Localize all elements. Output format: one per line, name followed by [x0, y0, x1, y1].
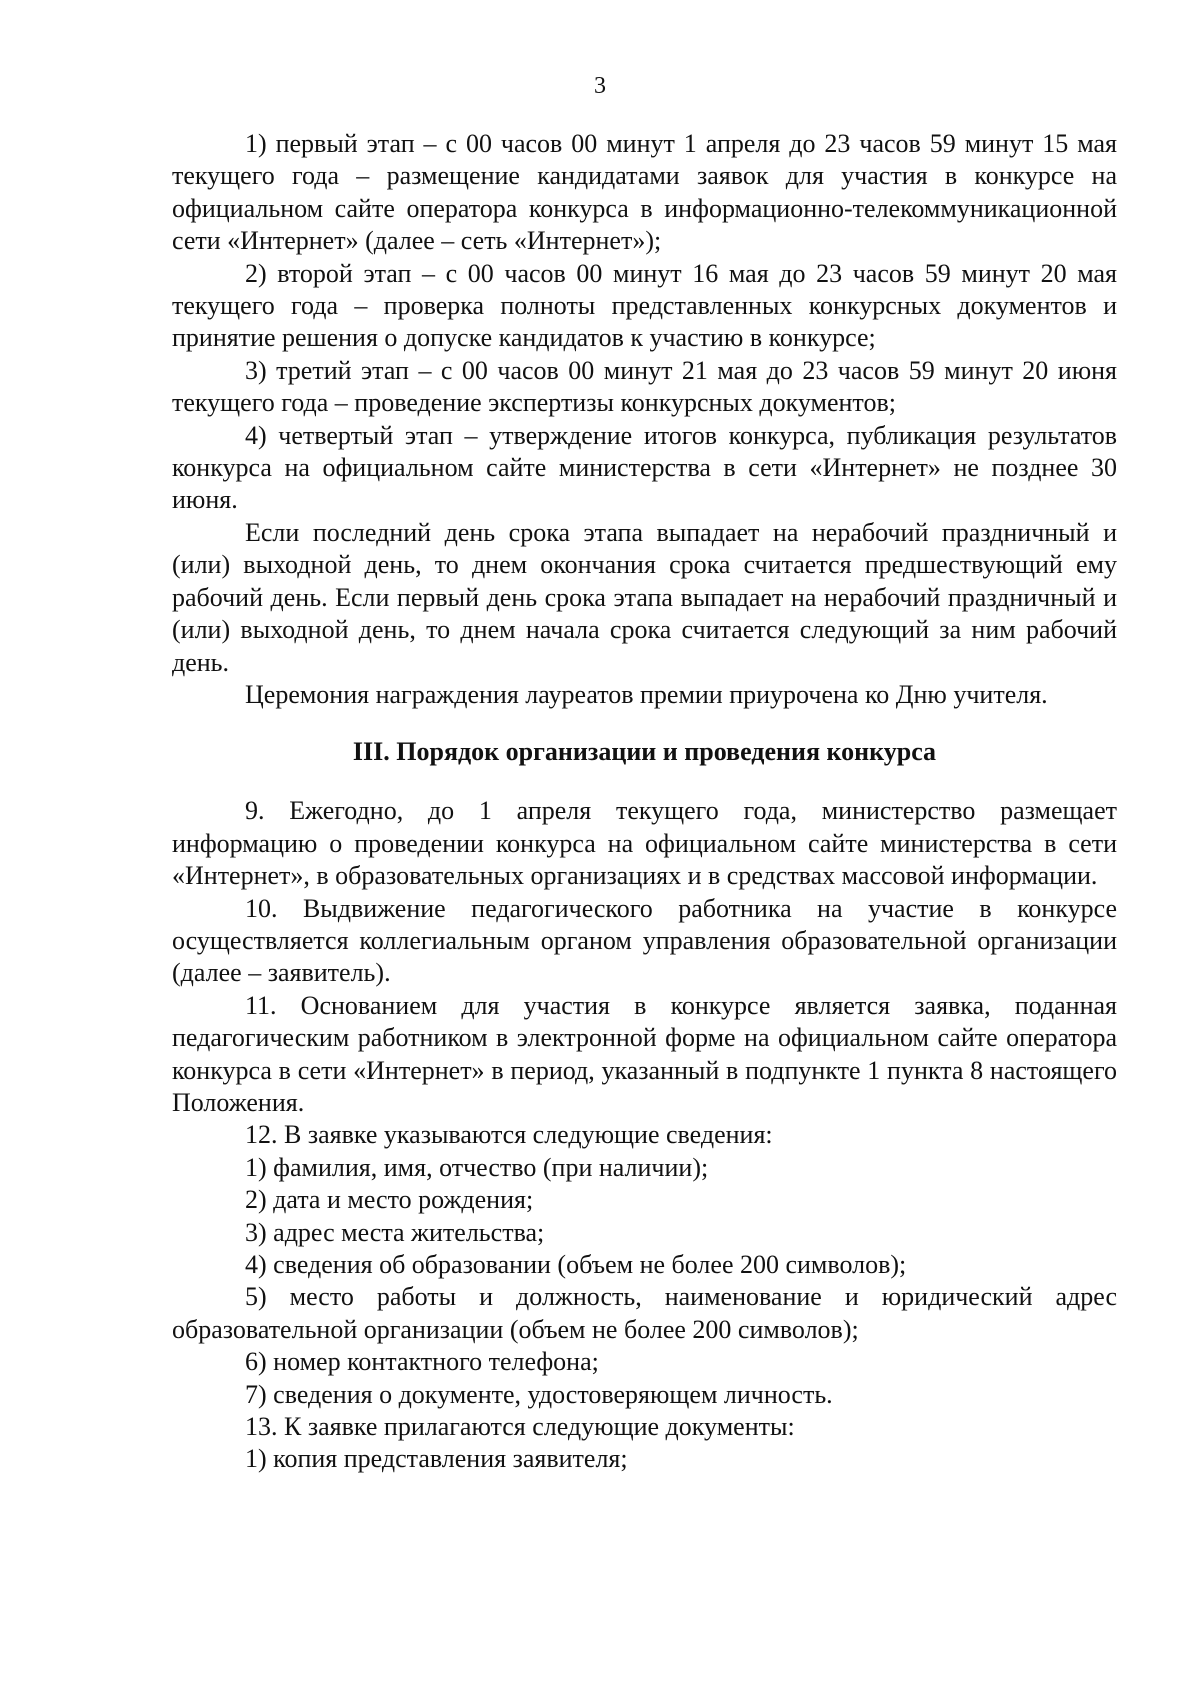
paragraph-stage-4: 4) четвертый этап – утверждение итогов конкурса, публикация результатов конкурса на официальном сайте министерства в сети «Интернет» не позднее 30 июня.	[172, 420, 1117, 515]
document-body	[172, 128, 1117, 1476]
paragraph-item-13: 13. К заявке прилагаются следующие документы:	[245, 1412, 795, 1442]
paragraph-stage-2: 2) второй этап – с 00 часов 00 минут 16 мая до 23 часов 59 минут 20 мая текущего года – проверка полноты представленных конкурсных документов и принятие решения о допуске кандидатов к участию в конкурсе;	[172, 258, 1117, 353]
paragraph-stage-1: 1) первый этап – с 00 часов 00 минут 1 апреля до 23 часов 59 минут 15 мая текущего года – размещение кандидатами заявок для участия в конкурсе на официальном сайте оператора конкурса в информационно-телекоммуникационной сети «Интернет» (далее – сеть «Интернет»);	[172, 129, 1117, 256]
list-item-workplace: 5) место работы и должность, наименование и юридический адрес образовательной организации (объем не более 200 символов);	[172, 1282, 1117, 1344]
list-item-identity: 7) сведения о документе, удостоверяющем личность.	[245, 1379, 833, 1409]
list-item-education: 4) сведения об образовании (объем не более 200 символов);	[245, 1250, 907, 1279]
paragraph-holiday-rule: Если последний день срока этапа выпадает на нерабочий праздничный и (или) выходной день, то днем окончания срока считается предшествующий ему рабочий день. Если первый день срока этапа выпадает на нерабочий праздничный и (или) выходной день, то днем начала срока считается следующий за ним рабочий день.	[172, 517, 1117, 677]
list-item-address: 3) адрес места жительства;	[245, 1217, 545, 1247]
paragraph-ceremony: Церемония награждения лауреатов премии приурочена ко Дню учителя.	[245, 679, 1048, 709]
page-number: 3	[594, 73, 606, 99]
paragraph-item-9: 9. Ежегодно, до 1 апреля текущего года, министерство размещает информацию о проведении конкурса на официальном сайте министерства в сети «Интернет», в образовательных организациях и в средствах массовой информации.	[172, 796, 1117, 891]
list-item-phone: 6) номер контактного телефона;	[245, 1347, 599, 1377]
paragraph-item-10: 10. Выдвижение педагогического работника на участие в конкурсе осуществляется коллегиальным органом управления образовательной организации (далее – заявитель).	[172, 893, 1117, 988]
paragraph-item-11: 11. Основанием для участия в конкурсе является заявка, поданная педагогическим работником в электронной форме на официальном сайте оператора конкурса в сети «Интернет» в период, указанный в подпункте 1 пункта 8 настоящего Положения.	[172, 990, 1117, 1117]
paragraph-stage-3: 3) третий этап – с 00 часов 00 минут 21 мая до 23 часов 59 минут 20 июня текущего года – проведение экспертизы конкурсных документов;	[172, 355, 1117, 418]
list-item-copy: 1) копия представления заявителя;	[245, 1444, 628, 1474]
list-item-name: 1) фамилия, имя, отчество (при наличии);	[245, 1152, 709, 1182]
paragraph-item-12: 12. В заявке указываются следующие сведения:	[245, 1120, 773, 1150]
list-item-birth: 2) дата и место рождения;	[245, 1185, 534, 1215]
section-heading: III. Порядок организации и проведения конкурса	[352, 737, 937, 767]
